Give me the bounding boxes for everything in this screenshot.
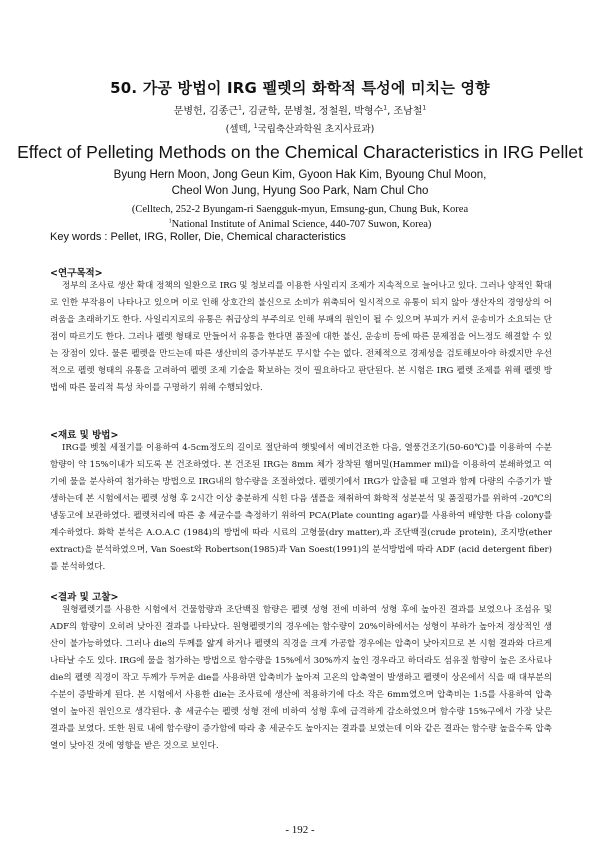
korean-authors-sup1: 1 [238, 104, 242, 112]
korean-authors-part3: , 조남철 [387, 106, 423, 117]
section-heading-methods: <재료 및 방법> [50, 430, 119, 441]
english-affiliation-sup: 1 [168, 218, 172, 225]
english-affiliation-line2: National Institute of Animal Science, 440-707 Suwon, Korea) [171, 219, 432, 230]
page-number: - 192 - [285, 824, 315, 836]
section-heading-purpose: <연구목적> [50, 268, 103, 279]
korean-title: 50. 가공 방법이 IRG 펠렛의 화학적 특성에 미치는 영향 [110, 79, 490, 97]
section-body-results: 원형펠렛기를 사용한 시험에서 건물함량과 조단백질 함량은 펠렛 성형 전에 비하여 성형 후에 높아진 결과를 보였으나 조섬유 및 ADF의 함량이 오히려 낮아진 결과를 나타났다. 원형펠렛기의 경우에는 함수량이 20%이하에서는 성형이 부하가 높아져 정상적인 생산이 불가능하였다. 그러나 die의 두께를 얇게 하거나 펠렛의 직경을 크게 가공할 경우에는 압축이 낮아지므로 본 시험 결과와 다르게 나타날 수도 있다. IRG에 물을 첨가하는 방법으로 함수량을 15%에서 30%까지 높인 경우라고 하더라도 섬유질 함량이 높은 조사료나 die의 펠렛 직경이 작고 두께가 두꺼운 die를 사용하면 압축비가 높아져 고온의 압축열이 발생하고 펠렛이 상온에서 식을 때 대부분의 수분이 증발하게 된다. 본 시험에서 사용한 die는 조사료에 생산에 적용하기에 다소 작은 6mm였으며 압축비는 1:5를 사용하여 압축열이 높아진 원인으로 생각된다. 총 세균수는 펠렛 성형 전에 비하여 성형 후에 급격하게 감소하였으며 함수량 15%구에서 가장 낮은 결과를 보였다. 또한 원료 내에 함수량이 증가함에 따라 총 세균수도 높아지는 결과를 보였는데 이와 같은 결과는 함수량 높을수록 압축열이 낮아진 것에 영향을 받은 것으로 보인다. [50, 605, 552, 751]
section-body-purpose: 정부의 조사료 생산 확대 정책의 일환으로 IRG 및 청보리를 이용한 사일리지 조제가 지속적으로 늘어나고 있다. 그러나 양적인 확대로 인한 부작용이 나타나고 있으며 이로 인해 상호간의 불신으로 소비가 위축되어 일시적으로 유통이 되지 않아 생산자의 경영상의 어려움을 초래하기도 한다. 사일리지로의 유통은 취급상의 부주의로 인해 부패의 원인이 될 수 있으며 부피가 커서 운송비가 소요되는 단점이 따르기도 한다. 그러나 펠렛 형태로 만들어서 유통을 한다면 품질에 대한 불신, 운송비 등에 따른 문제점을 어느정도 해결할 수 있는 장점이 있다. 물론 펠렛을 만드는데 따른 생산비의 증가부분도 무시할 수는 없다. 전체적으로 경제성을 검토해보아야 하겠지만 우선적으로 펠렛 형태의 유통을 고려하여 펠렛 조제 기술을 확보하는 것이 필요하다고 판단된다. 본 시험은 IRG 펠렛 조제를 위해 펠렛 방법에 따른 물리적 특성 차이를 구명하기 위해 수행되었다. [50, 281, 552, 393]
section-body-methods: IRG를 벳칠 세절기를 이용하여 4-5cm정도의 길이로 절단하여 햇빛에서 예비건조한 다음, 열풍건조기(50-60℃)를 이용하여 수분함량이 약 15%이내가 되도록 본 건조하였다. 본 건조된 IRG는 8mm 체가 장착된 햄머밀(Hammer mil)을 이용하여 분쇄하였고 여기에 물을 분사하여 첨가하는 방법으로 IRG내의 함수량을 조절하였다. 펠렛기에서 IRG가 압출될 때 고열과 함께 다량의 수증기가 발생하는데 본 시험에서는 펠렛 성형 후 2시간 이상 충분하게 식힌 다음 샘플을 채취하여 화학적 성분분석 및 품질평가를 위하여 -20℃의 냉동고에 보관하였다. 펠렛처리에 따른 총 세균수를 측정하기 위하여 PCA(Plate counting agar)를 사용하여 배양한 다음 colony를 계수하였다. 화학 분석은 A.O.A.C (1984)의 방법에 따라 시료의 고형물(dry matter),과 조단백질(crude protein), 조지방(ether extract)을 분석하였으며, Van Soest와 Robertson(1985)과 Van Soest(1991)의 분석방법에 따라 ADF (acid detergent fiber)를 분석하였다. [50, 443, 552, 572]
english-authors [0, 167, 600, 199]
korean-authors-part2: , 김균학, 문병철, 정철원, 박형수 [241, 106, 384, 117]
korean-affiliation-sup: 1 [253, 122, 258, 130]
english-affiliation-line2-wrap [0, 217, 600, 232]
english-affiliation-line1: (Celltech, 252-2 Byungam-ri Saengguk-myun, Emsung-gun, Chung Buk, Korea [131, 204, 469, 215]
korean-affiliation-part2: 국립축산과학원 초지사료과) [257, 124, 375, 135]
english-authors-line1: Byung Hern Moon, Jong Geun Kim, Gyoon Hak Kim, Byoung Chul Moon, [113, 169, 487, 181]
english-title: Effect of Pelleting Methods on the Chemical Characteristics in IRG Pellet [17, 142, 583, 162]
korean-authors-sup3: 1 [422, 104, 427, 112]
korean-affiliation-part1: (셀텍, [225, 124, 254, 135]
korean-affiliation [0, 121, 600, 135]
korean-authors-sup2: 1 [383, 104, 388, 112]
keywords: Key words : Pellet, IRG, Roller, Die, Chemical characteristics [50, 231, 346, 243]
section-heading-results: <결과 및 고찰> [50, 592, 119, 603]
english-authors-line2: Cheol Won Jung, Hyung Soo Park, Nam Chul Cho [171, 185, 429, 197]
korean-authors [0, 102, 600, 117]
english-affiliation [0, 202, 600, 232]
korean-authors-part1: 문병헌, 김종근 [173, 106, 239, 117]
